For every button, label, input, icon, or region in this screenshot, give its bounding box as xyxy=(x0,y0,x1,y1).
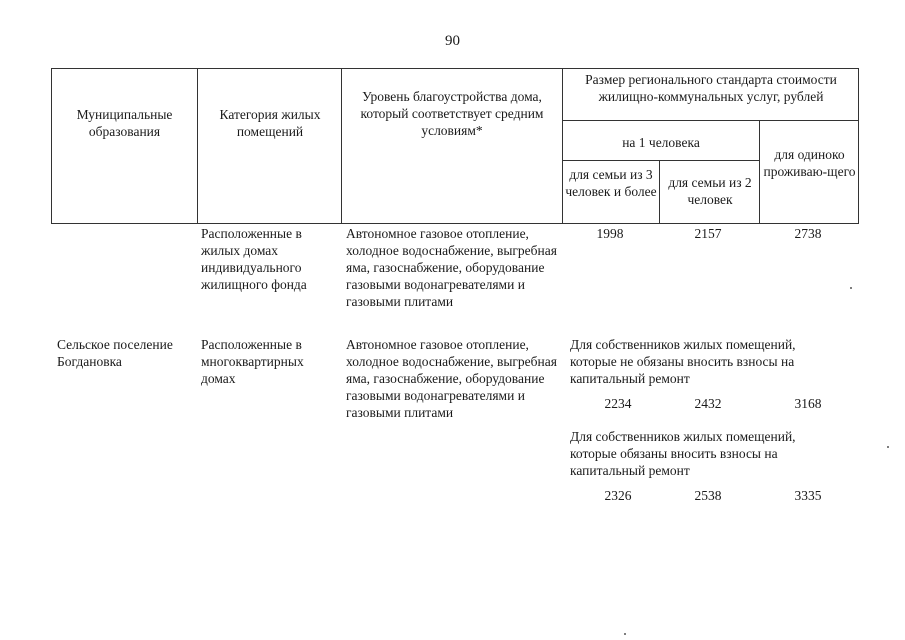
table-header xyxy=(51,68,859,224)
header-single: для одиноко проживаю-щего xyxy=(763,147,856,179)
scan-speck xyxy=(850,287,852,289)
header-right-border xyxy=(858,68,859,224)
header-left-border xyxy=(51,68,52,224)
row1-level: Автономное газовое отопление, холодное водоснабжение, выгребная яма, газоснабжение, оборудование газовыми водонагревателями и газовыми плитами xyxy=(346,226,557,309)
row2-value-single-obliged: 3335 xyxy=(794,488,822,503)
header-category: Категория жилых помещений xyxy=(219,107,321,139)
header-top-border xyxy=(51,68,859,69)
row2-value-family3-obliged: 2326 xyxy=(604,488,632,503)
col-separator-1 xyxy=(197,68,198,224)
row2-value-family2-obliged: 2538 xyxy=(694,488,722,503)
col-separator-5 xyxy=(759,120,760,224)
col-separator-4 xyxy=(659,160,660,224)
row1-value-family2: 2157 xyxy=(694,226,722,241)
col-separator-2 xyxy=(341,68,342,224)
row1-value-single: 2738 xyxy=(794,226,822,241)
header-family2: для семьи из 2 человек xyxy=(668,175,752,207)
subheader-line-2 xyxy=(562,160,759,161)
subheader-line-1 xyxy=(562,120,859,121)
header-family3: для семьи из 3 человек и более xyxy=(565,167,657,199)
row1-value-family3: 1998 xyxy=(596,226,624,241)
row2-note-obliged: Для собственников жилых помещений, которые обязаны вносить взносы на капитальный ремонт xyxy=(570,429,796,478)
row2-category: Расположенные в многоквартирных домах xyxy=(201,337,304,386)
col-separator-3 xyxy=(562,68,563,224)
row2-municipality: Сельское поселение Богдановка xyxy=(57,337,173,369)
header-per-person: на 1 человека xyxy=(622,135,700,150)
header-level: Уровень благоустройства дома, который соответствует средним условиям* xyxy=(360,89,544,138)
page-number: 90 xyxy=(445,33,460,49)
row2-note-not-obliged: Для собственников жилых помещений, которые не обязаны вносить взносы на капитальный ремонт xyxy=(570,337,796,386)
header-standard: Размер регионального стандарта стоимости жилищно-коммунальных услуг, рублей xyxy=(585,72,837,104)
row2-value-single-not-obliged: 3168 xyxy=(794,396,822,411)
row2-value-family3-not-obliged: 2234 xyxy=(604,396,632,411)
scan-speck xyxy=(624,633,626,635)
row2-level: Автономное газовое отопление, холодное водоснабжение, выгребная яма, газоснабжение, оборудование газовыми водонагревателями и газовыми плитами xyxy=(346,337,557,420)
row1-category: Расположенные в жилых домах индивидуального жилищного фонда xyxy=(201,226,307,292)
row2-value-family2-not-obliged: 2432 xyxy=(694,396,722,411)
header-bottom-border xyxy=(51,223,859,224)
scan-speck xyxy=(887,446,889,448)
header-municipality: Муниципальные образования xyxy=(76,107,173,139)
